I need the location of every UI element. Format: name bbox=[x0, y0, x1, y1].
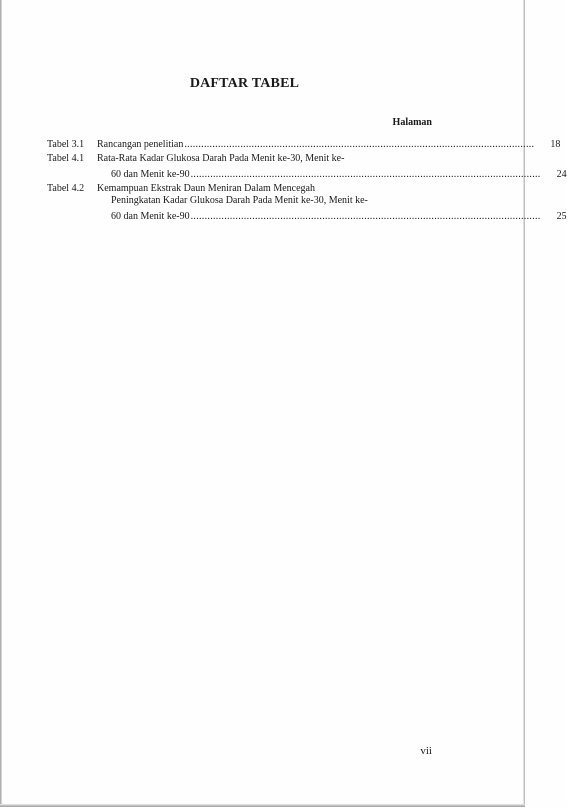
entry-title-line: 60 dan Menit ke-90 bbox=[111, 169, 190, 180]
entry-body bbox=[97, 153, 567, 181]
entry-page-number: 24 bbox=[556, 169, 567, 180]
entry-page-number: 25 bbox=[556, 211, 567, 222]
entry-title-line: Kemampuan Ekstrak Daun Meniran Dalam Mencegah bbox=[97, 183, 315, 194]
entry-title-line: Peningkatan Kadar Glukosa Darah Pada Menit ke-30, Menit ke- bbox=[111, 195, 368, 206]
dot-leader: ............................................................................................................................. bbox=[190, 169, 541, 180]
entry-last-line bbox=[97, 165, 567, 181]
entry-body bbox=[97, 139, 560, 151]
scan-edge-right bbox=[523, 0, 525, 807]
entry-body bbox=[97, 183, 567, 223]
table-number: Tabel 3.1 bbox=[47, 139, 85, 150]
list-item bbox=[47, 153, 567, 181]
table-number: Tabel 4.1 bbox=[47, 153, 85, 164]
table-number: Tabel 4.2 bbox=[47, 183, 85, 194]
dot-leader: ............................................................................................................................. bbox=[184, 139, 535, 150]
list-item bbox=[47, 183, 567, 223]
page-column-header: Halaman bbox=[392, 117, 432, 128]
entry-title-line: Rancangan penelitian bbox=[97, 139, 184, 150]
list-item bbox=[47, 139, 561, 151]
scan-edge-left bbox=[0, 0, 2, 807]
entry-page-number: 18 bbox=[550, 139, 561, 150]
entry-last-line bbox=[97, 139, 560, 151]
table-list bbox=[47, 139, 567, 223]
entry-last-line bbox=[97, 207, 567, 223]
dot-leader: ............................................................................................................................. bbox=[190, 211, 541, 222]
entry-title-line: Rata-Rata Kadar Glukosa Darah Pada Menit ke-30, Menit ke- bbox=[97, 153, 345, 164]
entry-title-line: 60 dan Menit ke-90 bbox=[111, 211, 190, 222]
footer-page-number: vii bbox=[420, 745, 432, 757]
page-title: DAFTAR TABEL bbox=[189, 76, 300, 91]
